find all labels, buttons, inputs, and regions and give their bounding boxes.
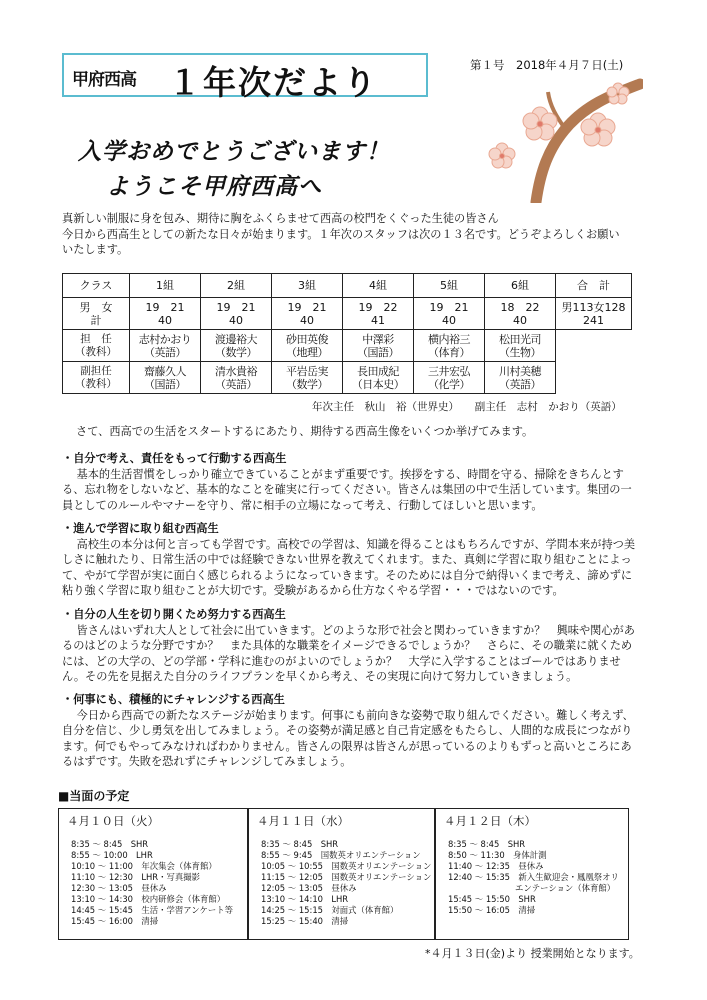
row-label bbox=[63, 298, 130, 330]
schedule-day-1 bbox=[58, 808, 248, 940]
schedule-item: 15:25 ～ 15:40 清掃 bbox=[261, 916, 349, 926]
schedule-item: 10:10 ～ 11:00 年次集会（体育館） bbox=[71, 861, 217, 871]
teacher-cell bbox=[414, 362, 485, 394]
teacher-subject: （国語） bbox=[144, 377, 186, 391]
row-label-line: 男 女 bbox=[79, 300, 113, 314]
cherry-blossom-illustration bbox=[478, 78, 643, 203]
intro-line: いたします。 bbox=[62, 243, 129, 256]
section-heading: ・進んで学習に取り組む西高生 bbox=[62, 522, 219, 535]
teacher-cell bbox=[343, 362, 414, 394]
schedule-item: 12:05 ～ 13:05 昼休み bbox=[261, 883, 357, 893]
header-cell: 2組 bbox=[201, 274, 272, 298]
schedule-item: 11:10 ～ 12:30 LHR・写真撮影 bbox=[71, 872, 201, 882]
schedule-heading: ■当面の予定 bbox=[58, 789, 130, 803]
row-label-line: 担 任 bbox=[80, 332, 112, 345]
schedule-item: 8:50 ～ 11:30 身体計測 bbox=[448, 850, 547, 860]
teacher-name: 砂田英俊 bbox=[286, 332, 328, 346]
teacher-cell bbox=[130, 362, 201, 394]
schedule-item: 11:40 ～ 12:35 昼休み bbox=[448, 861, 544, 871]
teacher-name: 川村美穂 bbox=[499, 364, 541, 378]
teacher-name: 清水貴裕 bbox=[215, 364, 257, 378]
schedule-day-2 bbox=[248, 808, 435, 940]
section-3 bbox=[62, 607, 637, 685]
schedule-date: ４月１０日（火） bbox=[67, 814, 159, 828]
row-label-line: （教科） bbox=[75, 377, 117, 390]
schedule-item: 10:05 ～ 10:55 国数英オリエンテーション bbox=[261, 861, 432, 871]
count-cell bbox=[414, 298, 485, 330]
section-heading: ・自分の人生を切り開くため努力する西高生 bbox=[62, 608, 286, 621]
teacher-cell bbox=[201, 362, 272, 394]
grand-total-cell bbox=[556, 298, 632, 330]
teacher-cell bbox=[485, 362, 556, 394]
staff-table bbox=[62, 273, 632, 394]
header-cell: 合 計 bbox=[556, 274, 632, 298]
teacher-name: 横内裕三 bbox=[428, 332, 470, 346]
schedule-item: 8:55 ～ 10:00 LHR bbox=[71, 850, 153, 860]
schedule-item: 12:30 ～ 13:05 昼休み bbox=[71, 883, 167, 893]
teacher-name: 三井宏弘 bbox=[428, 364, 470, 378]
count-mf: 19 22 bbox=[358, 300, 398, 314]
teacher-name: 平岩岳実 bbox=[286, 364, 328, 378]
row-label-line: 副担任 bbox=[80, 364, 112, 377]
teacher-subject: （生物） bbox=[499, 345, 541, 359]
schedule-item: 15:45 ～ 15:50 SHR bbox=[448, 894, 536, 904]
schedule-list bbox=[448, 839, 619, 916]
headline-line-1: 入学おめでとうございます！ bbox=[78, 139, 390, 165]
headline-line-2: ようこそ甲府西高へ bbox=[106, 174, 322, 200]
count-cell bbox=[343, 298, 414, 330]
count-total: 40 bbox=[158, 313, 172, 327]
teacher-cell bbox=[272, 362, 343, 394]
teacher-cell bbox=[414, 330, 485, 362]
schedule-item: 12:40 ～ 15:35 新入生歓迎会・鳳凰祭オリ bbox=[448, 872, 619, 882]
schedule-item: 8:35 ～ 8:45 SHR bbox=[71, 839, 149, 849]
count-mf: 19 21 bbox=[216, 300, 256, 314]
schedule-item: 11:15 ～ 12:05 国数英オリエンテーション bbox=[261, 872, 432, 882]
row-label-line: 計 bbox=[90, 313, 102, 327]
teacher-subject: （英語） bbox=[215, 377, 257, 391]
header-cell: 6組 bbox=[485, 274, 556, 298]
teacher-subject: （国語） bbox=[357, 345, 399, 359]
count-mf: 18 22 bbox=[500, 300, 540, 314]
teacher-name: 志村かおり bbox=[138, 332, 192, 346]
schedule-list bbox=[261, 839, 431, 927]
header-cell: 3組 bbox=[272, 274, 343, 298]
table-row-homeroom bbox=[63, 330, 632, 362]
header-cell: クラス bbox=[63, 274, 130, 298]
section-body: 基本的生活習慣をしっかり確立できていることがまず重要です。挨拶をする、時間を守る、掃除をきちんとする、忘れ物をしないなど、基本的なことを確実に行ってください。皆さんは集団の中で生活しています。集団の一員としてのルールやマナーを守り、常に相手の立場になって考え、行動してほしいと思います。 bbox=[62, 467, 632, 512]
blossom-group bbox=[489, 83, 629, 168]
table-row-subteacher bbox=[63, 362, 632, 394]
teacher-cell bbox=[272, 330, 343, 362]
section-heading: ・自分で考え、責任をもって行動する西高生 bbox=[62, 452, 287, 465]
count-cell bbox=[130, 298, 201, 330]
header-cell: 1組 bbox=[130, 274, 201, 298]
schedule-item: 13:10 ～ 14:30 校内研修会（体育館） bbox=[71, 894, 226, 904]
row-label bbox=[63, 330, 130, 362]
count-total: 41 bbox=[371, 313, 385, 327]
teacher-cell bbox=[343, 330, 414, 362]
schedule-item: エンテーション（体育館） bbox=[448, 883, 616, 893]
count-total: 40 bbox=[442, 313, 456, 327]
empty-cell bbox=[556, 330, 632, 362]
row-label bbox=[63, 362, 130, 394]
issue-date: 第１号 2018年４月７日(土) bbox=[470, 58, 624, 72]
intro-line: 真新しい制服に身を包み、期待に胸をふくらませて西高の校門をくぐった生徒の皆さん bbox=[62, 212, 499, 225]
count-total: 40 bbox=[513, 313, 527, 327]
teacher-subject: （数学） bbox=[215, 345, 257, 359]
section-2 bbox=[62, 521, 637, 599]
teacher-subject: （地理） bbox=[286, 345, 328, 359]
lead-sentence: さて、西高での生活をスタートするにあたり、期待する西高生像をいくつか挙げてみます。 bbox=[76, 425, 534, 438]
header-cell: 4組 bbox=[343, 274, 414, 298]
row-label-line: （教科） bbox=[75, 345, 117, 358]
schedule-item: 8:35 ～ 8:45 SHR bbox=[261, 839, 339, 849]
schedule-item: 14:25 ～ 15:15 対面式（体育館） bbox=[261, 905, 399, 915]
count-mf: 19 21 bbox=[287, 300, 327, 314]
grand-total-mf: 男113女128 bbox=[561, 300, 626, 314]
intro-line: 今日から西高生としての新たな日々が始まります。１年次のスタッフは次の１３名です。どうぞよろしくお願い bbox=[62, 227, 620, 241]
teacher-cell bbox=[485, 330, 556, 362]
count-cell bbox=[201, 298, 272, 330]
schedule-date: ４月１１日（水） bbox=[257, 814, 349, 828]
section-4 bbox=[62, 692, 637, 770]
teacher-cell bbox=[201, 330, 272, 362]
teacher-subject: （日本史） bbox=[351, 377, 405, 391]
schedule-list bbox=[71, 839, 233, 927]
section-body: 今日から西高での新たなステージが始まります。何事にも前向きな姿勢で取り組んでください。難しく考えず、自分を信じ、少し勇気を出してみましょう。その姿勢が満足感と自己肯定感をもたらし、人間的な成長につながります。何でもやってみなければわかりません。皆さんの限界は皆さんが思っているのよりもずっと高いところにあるはずです。失敗を恐れずにチャレンジしてみましょう。 bbox=[62, 708, 634, 768]
staff-note: 年次主任 秋山 裕（世界史） 副主任 志村 かおり（英語） bbox=[312, 401, 622, 413]
teacher-subject: （英語） bbox=[144, 345, 186, 359]
grand-total: 241 bbox=[583, 313, 604, 327]
count-total: 40 bbox=[229, 313, 243, 327]
teacher-name: 渡邊裕大 bbox=[215, 332, 257, 346]
header-cell: 5組 bbox=[414, 274, 485, 298]
teacher-subject: （英語） bbox=[499, 377, 541, 391]
table-row-counts bbox=[63, 298, 632, 330]
teacher-subject: （数学） bbox=[286, 377, 328, 391]
schedule-day-3 bbox=[435, 808, 629, 940]
teacher-name: 松田光司 bbox=[499, 332, 541, 346]
schedule-item: 8:55 ～ 9:45 国数英オリエンテーション bbox=[261, 850, 421, 860]
section-body: 皆さんはいずれ大人として社会に出ていきます。どのような形で社会と関わっていきますか？ 興味や関心があるのはどのような分野ですか？ また具体的な職業をイメージできるでしょうか？ さらに、その職業に就くためには、どの大学の、どの学部・学科に進むのがよいのでしょうか？ 大学に入学することはゴールではありません。その先を見据えた自分のライフプランを早くから考え、その実現に向けて努力していきましょう。 bbox=[62, 623, 635, 683]
count-cell bbox=[485, 298, 556, 330]
teacher-subject: （体育） bbox=[428, 345, 470, 359]
teacher-name: 長田成紀 bbox=[357, 364, 399, 378]
table-header-row bbox=[63, 274, 632, 298]
count-mf: 19 21 bbox=[145, 300, 185, 314]
teacher-cell bbox=[130, 330, 201, 362]
schedule-date: ４月１２日（木） bbox=[444, 814, 536, 828]
lead-text bbox=[62, 424, 637, 440]
schedule-item: 13:10 ～ 14:10 LHR bbox=[261, 894, 349, 904]
intro-paragraph bbox=[62, 211, 652, 258]
teacher-name: 齋藤久人 bbox=[144, 364, 186, 378]
count-mf: 19 21 bbox=[429, 300, 469, 314]
school-name: 甲府西高 bbox=[72, 70, 136, 90]
section-1 bbox=[62, 451, 637, 513]
count-total: 40 bbox=[300, 313, 314, 327]
count-cell bbox=[272, 298, 343, 330]
section-body: 高校生の本分は何と言っても学習です。高校での学習は、知識を得ることはもちろんですが、学問本来が持つ美しさに触れたり、日常生活の中では経験できない世界を教えてくれます。また、真剣に学習に取り組むことによって、やがて学習が実に面白く感じられるようになっていきます。そのためには自分で納得いくまで考え、諦めずに粘り強く学習に取り組むことが大切です。受験があるから仕方なくやる学習・・・ではないのです。 bbox=[62, 537, 636, 597]
empty-cell bbox=[556, 362, 632, 394]
footnote: *４月１３日(金)より 授業開始となります。 bbox=[425, 947, 640, 960]
section-heading: ・何事にも、積極的にチャレンジする西高生 bbox=[62, 693, 285, 706]
schedule-item: 15:50 ～ 16:05 清掃 bbox=[448, 905, 536, 915]
schedule-item: 15:45 ～ 16:00 清掃 bbox=[71, 916, 159, 926]
schedule-item: 14:45 ～ 15:45 生活・学習アンケート等 bbox=[71, 905, 233, 915]
schedule-item: 8:35 ～ 8:45 SHR bbox=[448, 839, 526, 849]
newsletter-title: １年次だより bbox=[168, 63, 378, 102]
teacher-name: 中澤彩 bbox=[362, 332, 394, 346]
teacher-subject: （化学） bbox=[428, 377, 470, 391]
